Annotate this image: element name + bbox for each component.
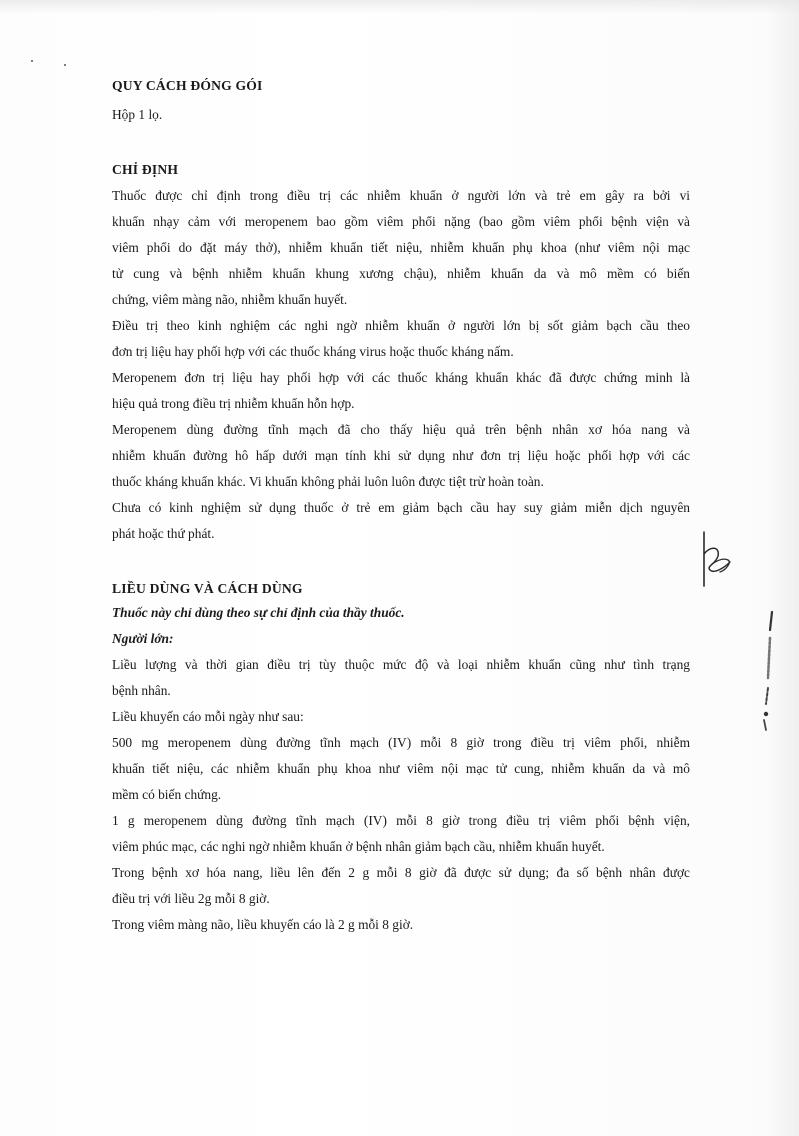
section-gap <box>112 128 690 160</box>
dosage-line: Trong bệnh xơ hóa nang, liều lên đến 2 g mỗi 8 giờ đã được sử dụng; đa số bệnh nhân được <box>112 865 690 880</box>
indication-line: Thuốc được chỉ định trong điều trị các nhiễm khuẩn ở người lớn và trẻ em gây ra bởi vi <box>112 188 690 203</box>
packaging-section <box>112 76 690 128</box>
packaging-line: Hộp 1 lọ. <box>112 107 163 122</box>
dosage-line: 1 g meropenem dùng đường tĩnh mạch (IV) mỗi 8 giờ trong điều trị viêm phổi bệnh viện, <box>112 813 690 828</box>
indication-line: Meropenem đơn trị liệu hay phối hợp với các thuốc kháng khuẩn khác đã được chứng minh là <box>112 370 690 385</box>
indication-line: Meropenem dùng đường tĩnh mạch đã cho thấy hiệu quả trên bệnh nhân xơ hóa nang và <box>112 422 690 437</box>
dosage-heading: LIỀU DÙNG VÀ CÁCH DÙNG <box>112 581 303 596</box>
indication-line: khuẩn nhạy cảm với meropenem bao gồm viêm phổi nặng (bao gồm viêm phổi bệnh viện và <box>112 214 690 229</box>
dosage-line: Liều khuyến cáo mỗi ngày như sau: <box>112 709 304 724</box>
dosage-line: mềm có biến chứng. <box>112 787 222 802</box>
scan-shadow-top <box>0 0 799 14</box>
dosage-line: điều trị với liều 2g mỗi 8 giờ. <box>112 891 270 906</box>
indication-line: viêm phổi do đặt máy thở), nhiễm khuẩn tiết niệu, nhiễm khuẩn phụ khoa (như viêm nội mạc <box>112 240 690 255</box>
dosage-line: bệnh nhân. <box>112 683 171 698</box>
dosage-line: Trong viêm màng não, liều khuyến cáo là 2 g mỗi 8 giờ. <box>112 917 414 932</box>
indication-line: Điều trị theo kinh nghiệm các nghi ngờ nhiễm khuẩn ở người lớn bị sốt giảm bạch cầu theo <box>112 318 690 333</box>
indication-line: Chưa có kinh nghiệm sử dụng thuốc ở trẻ em giảm bạch cầu hay suy giảm miễn dịch nguyên <box>112 500 690 515</box>
indication-line: đơn trị liệu hay phối hợp với các thuốc kháng virus hoặc thuốc kháng nấm. <box>112 344 514 359</box>
indication-line: thuốc kháng khuẩn khác. Vi khuẩn không phải luôn luôn được tiệt trừ hoàn toàn. <box>112 474 544 489</box>
indication-line: nhiễm khuẩn đường hô hấp dưới mạn tính khi sử dụng như đơn trị liệu hoặc phối hợp với các <box>112 448 690 463</box>
indication-section <box>112 160 690 547</box>
dosage-line: khuẩn tiết niệu, các nhiễm khuẩn phụ khoa như viêm nội mạc tử cung, nhiễm khuẩn da và mô <box>112 761 690 776</box>
packaging-heading: QUY CÁCH ĐÓNG GÓI <box>112 78 263 93</box>
dosage-section <box>112 579 690 938</box>
indication-line: chứng, viêm màng não, nhiễm khuẩn huyết. <box>112 292 348 307</box>
indication-line: phát hoặc thứ phát. <box>112 526 215 541</box>
dosage-prescription-note: Thuốc này chỉ dùng theo sự chỉ định của thầy thuốc. <box>112 605 405 620</box>
dosage-adult-subheading: Người lớn: <box>112 631 174 646</box>
scan-shadow-right <box>765 0 799 1136</box>
indication-line: tử cung và bệnh nhiễm khuẩn khung xương chậu), nhiễm khuẩn da và mô mềm có biến <box>112 266 690 281</box>
dosage-line: 500 mg meropenem dùng đường tĩnh mạch (IV) mỗi 8 giờ trong điều trị viêm phổi, nhiễm <box>112 735 690 750</box>
document-body <box>112 76 690 938</box>
indication-line: hiệu quả trong điều trị nhiễm khuẩn hỗn hợp. <box>112 396 355 411</box>
scan-speck <box>64 64 66 66</box>
section-gap <box>112 547 690 579</box>
dosage-line: Liều lượng và thời gian điều trị tùy thuộc mức độ và loại nhiễm khuẩn cũng như tình trạng <box>112 657 690 672</box>
dosage-line: viêm phúc mạc, các nghi ngờ nhiễm khuẩn ở bệnh nhân giảm bạch cầu, nhiễm khuẩn huyết. <box>112 839 605 854</box>
indication-heading: CHỈ ĐỊNH <box>112 162 179 177</box>
scan-speck <box>31 60 33 62</box>
margin-stamp-icon <box>748 608 788 738</box>
handwritten-signature-icon <box>694 528 742 592</box>
